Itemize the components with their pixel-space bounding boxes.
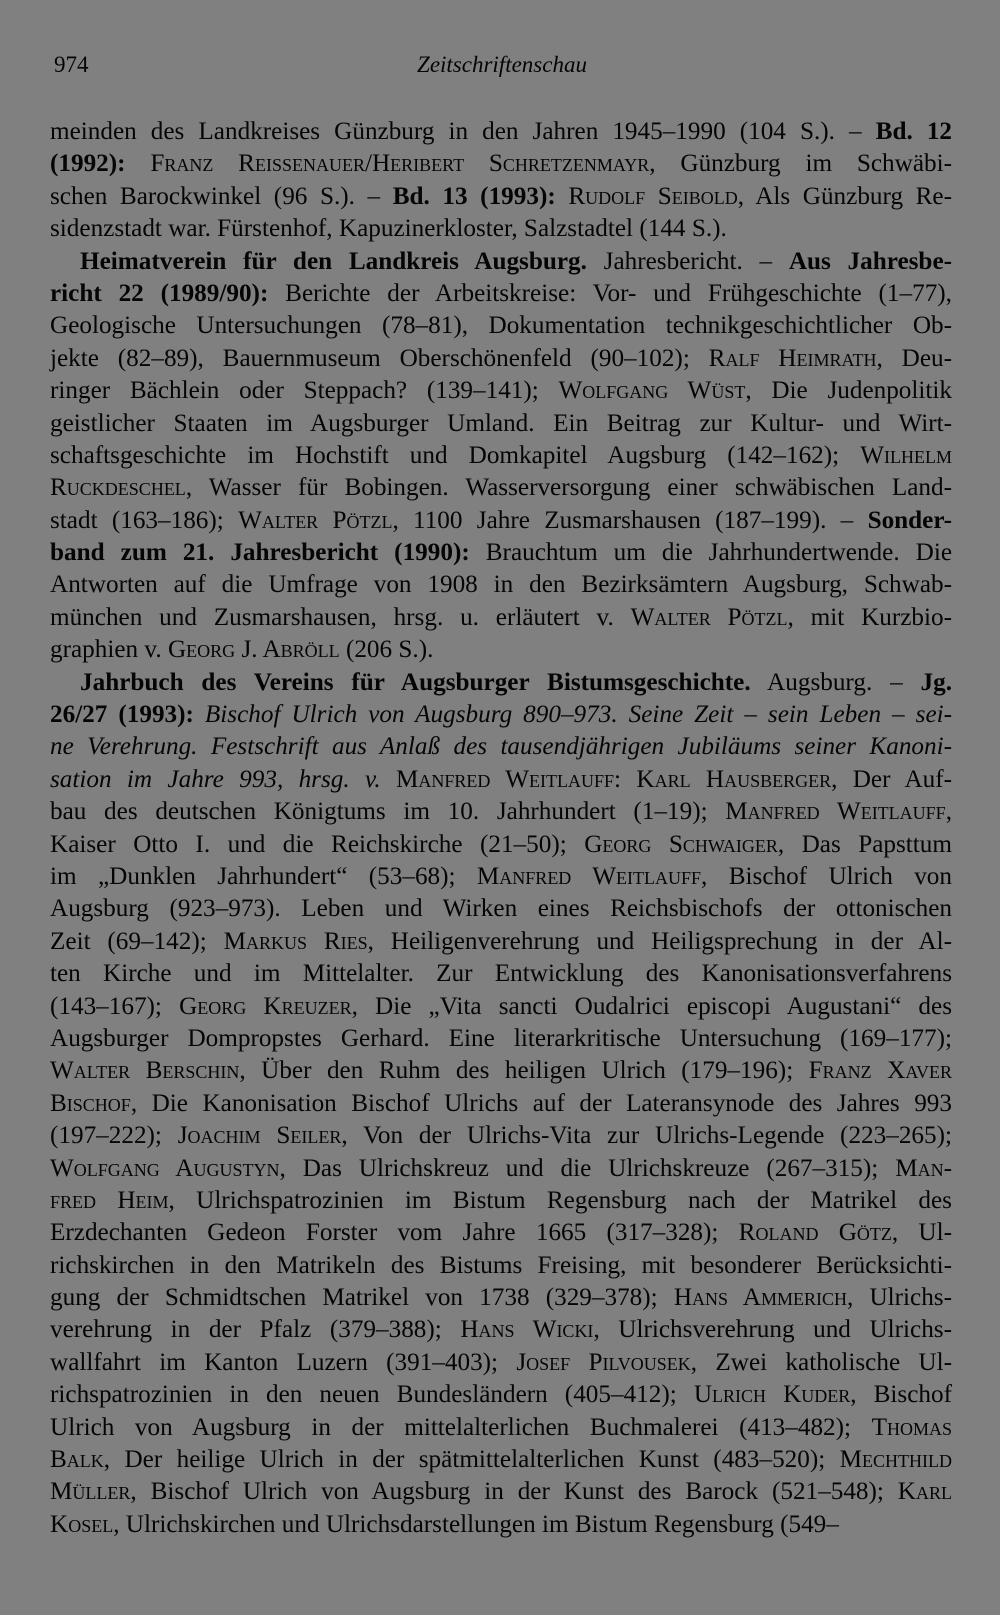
- text-line: [50, 440, 952, 472]
- text-segment: [126, 150, 151, 177]
- text-segment: Wolfgang Wüst: [558, 377, 746, 405]
- text-line: [50, 1379, 952, 1411]
- text-segment: Josef Pilvousek: [516, 1348, 691, 1376]
- text-line: [50, 246, 952, 278]
- text-segment: Georg Schwaiger: [584, 830, 778, 858]
- text-line: [50, 278, 952, 310]
- text-line: [50, 148, 952, 180]
- text-segment: , Ulrichs-: [846, 1284, 952, 1312]
- text-segment: verehrung in der Pfalz (379–388);: [50, 1316, 461, 1344]
- text-segment: , Die „Vita sancti Oudalrici episcopi Augustani“ des: [351, 992, 953, 1020]
- text-line: [50, 1412, 952, 1444]
- text-line: [50, 829, 952, 861]
- text-segment: ne Verehrung. Festschrift aus Anlaß des tausendjährigen Jubiläums seiner Kanoni-: [50, 733, 952, 761]
- text-segment: Markus Ries: [223, 927, 368, 955]
- page-header: [52, 52, 952, 88]
- text-segment: Karl: [897, 1478, 952, 1506]
- text-line: [50, 602, 952, 634]
- text-segment: , Deu-: [876, 344, 952, 372]
- text-segment: bau des deutschen Königtums im 10. Jahrhundert (1–19);: [50, 798, 726, 826]
- text-line: [50, 1055, 952, 1087]
- text-line: [50, 1347, 952, 1379]
- text-segment: (143–167);: [50, 992, 180, 1020]
- text-segment: meinden des Landkreises Günzburg in den Jahren 1945–1990 (104 S.). –: [50, 118, 876, 145]
- text-segment: , Der Auf-: [831, 765, 952, 793]
- text-segment: Karl Hausberger: [636, 765, 832, 793]
- text-segment: Man-: [895, 1154, 953, 1182]
- text-line: [50, 1185, 952, 1217]
- text-line: [50, 861, 952, 893]
- text-segment: Hans Wicki: [460, 1316, 594, 1344]
- text-segment: fred Heim: [50, 1186, 169, 1214]
- text-segment: Kosel: [50, 1510, 114, 1538]
- text-segment: Ulrich Kuder: [693, 1381, 851, 1409]
- text-segment: , Heiligenverehrung und Heiligsprechung in der Al-: [367, 927, 952, 955]
- text-line: [50, 472, 952, 504]
- text-segment: , Ulrichspatrozinien im Bistum Regensburg nach der Matrikel des: [168, 1186, 952, 1214]
- text-segment: Rudolf Seibold: [568, 182, 738, 210]
- text-line: [50, 764, 952, 796]
- text-segment: Manfred Weitlauff: [725, 798, 946, 826]
- text-segment: Heimatverein für den Landkreis Augsburg.: [80, 247, 587, 275]
- text-segment: Mechthild: [839, 1446, 952, 1474]
- text-line: [50, 1250, 952, 1282]
- text-segment: geistlicher Staaten im Augsburger Umland. Ein Beitrag zur Kultur- und Wirt-: [50, 409, 952, 437]
- text-line: [50, 537, 952, 569]
- text-segment: ,: [945, 798, 952, 826]
- text-segment: Jg.: [920, 668, 952, 696]
- text-line: [50, 1476, 952, 1508]
- text-segment: (206 S.).: [339, 636, 434, 664]
- text-line: [50, 991, 952, 1023]
- text-segment: , Ulrichsverehrung und Ulrichs-: [593, 1316, 952, 1344]
- text-segment: , Das Ulrichskreuz und die Ulrichskreuze (267–315);: [279, 1154, 896, 1182]
- text-segment: :: [614, 765, 637, 793]
- text-line: [50, 1023, 952, 1055]
- text-segment: Manfred Weitlauff: [476, 862, 702, 890]
- text-segment: , Das Papsttum: [777, 830, 952, 858]
- text-segment: Brauchtum um die Jahrhundertwende. Die: [469, 539, 952, 567]
- text-line: [50, 310, 952, 342]
- text-segment: , Die Kanonisation Bischof Ulrichs auf der Lateransynode des Jahres 993: [130, 1089, 952, 1117]
- text-line: [50, 505, 952, 537]
- text-segment: , 1100 Jahre Zusmarshausen (187–199). –: [392, 506, 868, 534]
- text-segment: (1992):: [50, 150, 126, 178]
- text-segment: sation im Jahre 993, hrsg. v.: [50, 765, 381, 793]
- text-line: [50, 213, 952, 245]
- text-line: [50, 893, 952, 925]
- text-segment: wallfahrt im Kanton Luzern (391–403);: [50, 1348, 517, 1376]
- text-segment: Bischof: [50, 1089, 131, 1117]
- text-line: [50, 1088, 952, 1120]
- text-line: [50, 375, 952, 407]
- text-line: [50, 1282, 952, 1314]
- text-segment: Kaiser Otto I. und die Reichskirche (21–50);: [50, 830, 585, 858]
- text-segment: Augsburg. –: [750, 668, 921, 696]
- text-segment: , Ul-: [891, 1219, 952, 1247]
- text-segment: , Zwei katholische Ul-: [690, 1348, 952, 1376]
- text-segment: Geologische Untersuchungen (78–81), Dokumentation technikgeschichtlicher Ob-: [50, 312, 952, 340]
- text-line: [50, 958, 952, 990]
- text-line: [50, 1217, 952, 1249]
- text-segment: , Ulrichskirchen und Ulrichsdarstellungen im Bistum Regensburg (549–: [113, 1510, 839, 1538]
- text-segment: Joachim Seiler: [177, 1122, 342, 1150]
- text-segment: [194, 701, 205, 728]
- text-segment: Bischof Ulrich von Augsburg 890–973. Seine Zeit – sein Leben – sei-: [204, 701, 953, 729]
- text-segment: , Als Günzburg Re-: [737, 182, 952, 210]
- text-segment: Walter Berschin: [50, 1057, 240, 1085]
- text-segment: , Günzburg im Schwäbi-: [649, 150, 952, 178]
- text-segment: richskirchen in den Matrikeln des Bistums Freising, mit besonderer Berücksichti-: [50, 1251, 952, 1279]
- text-line: [50, 1153, 952, 1185]
- text-segment: im „Dunklen Jahrhundert“ (53–68);: [50, 862, 477, 890]
- text-segment: Thomas: [871, 1413, 952, 1441]
- text-line: [50, 408, 952, 440]
- text-segment: sidenzstadt war. Fürstenhof, Kapuzinerkloster, Salzstadtel (144 S.).: [50, 215, 727, 243]
- text-line: [50, 699, 952, 731]
- text-segment: ten Kirche und im Mittelalter. Zur Entwicklung des Kanonisationsverfahrens: [50, 960, 952, 988]
- text-segment: gung der Schmidtschen Matrikel von 1738 (329–378);: [50, 1284, 674, 1312]
- text-segment: Bd. 12: [875, 118, 953, 145]
- text-segment: richt 22 (1989/90):: [50, 279, 269, 307]
- text-line: [50, 1509, 952, 1541]
- text-segment: Sonder-: [867, 506, 952, 534]
- text-line: [50, 1314, 952, 1346]
- text-segment: Wilhelm: [860, 441, 952, 469]
- text-segment: Walter Pötzl: [630, 603, 788, 631]
- text-segment: 26/27 (1993):: [50, 701, 194, 729]
- text-segment: Zeit (69–142);: [50, 927, 224, 955]
- text-segment: Franz Xaver: [808, 1057, 952, 1085]
- text-segment: ringer Bächlein oder Steppach? (139–141);: [50, 377, 559, 405]
- text-segment: , Bischof Ulrich von: [701, 862, 952, 890]
- text-segment: jekte (82–89), Bauernmuseum Oberschönenfeld (90–102);: [50, 344, 709, 372]
- text-line: [50, 796, 952, 828]
- text-segment: Bd. 13 (1993):: [392, 182, 556, 210]
- text-segment: schen Barockwinkel (96 S.). –: [50, 182, 393, 210]
- text-segment: band zum 21. Jahresbericht (1990):: [50, 539, 470, 567]
- text-line: [50, 634, 952, 666]
- text-segment: Augsburg (923–973). Leben und Wirken eines Reichsbischofs der ottonischen: [50, 895, 952, 923]
- text-segment: , Wasser für Bobingen. Wasserversorgung einer schwäbischen Land-: [185, 474, 952, 502]
- text-segment: Jahrbuch des Vereins für Augsburger Bistumsgeschichte.: [80, 668, 751, 696]
- page-number: 974: [54, 52, 89, 77]
- text-segment: Roland Götz: [738, 1219, 892, 1247]
- text-segment: münchen und Zusmarshausen, hrsg. u. erläutert v.: [50, 603, 631, 631]
- text-line: [50, 569, 952, 601]
- running-title: Zeitschriftenschau: [417, 52, 587, 77]
- text-segment: , mit Kurzbio-: [787, 603, 952, 631]
- text-segment: [556, 183, 569, 210]
- text-segment: , Bischof Ulrich von Augsburg in der Kunst des Barock (521–548);: [130, 1478, 898, 1506]
- text-segment: , Die Judenpolitik: [745, 377, 952, 405]
- text-segment: Manfred Weitlauff: [395, 765, 615, 793]
- text-segment: Wolfgang Augustyn: [50, 1154, 280, 1182]
- text-line: [50, 731, 952, 763]
- text-segment: schaftsgeschichte im Hochstift und Domkapitel Augsburg (142–162);: [50, 441, 861, 469]
- body-text: [50, 116, 952, 1541]
- text-line: [50, 181, 952, 213]
- text-segment: , Über den Ruhm des heiligen Ulrich (179–196);: [239, 1057, 809, 1085]
- text-segment: Ulrich von Augsburg in der mittelalterlichen Buchmalerei (413–482);: [50, 1413, 872, 1441]
- text-segment: Georg J. Abröll: [167, 636, 340, 664]
- text-segment: , Der heilige Ulrich in der spätmittelalterlichen Kunst (483–520);: [103, 1446, 840, 1474]
- text-segment: stadt (163–186);: [50, 506, 239, 534]
- text-line: [50, 343, 952, 375]
- text-line: [50, 1120, 952, 1152]
- text-segment: Erzdechanten Gedeon Forster vom Jahre 1665 (317–328);: [50, 1219, 739, 1247]
- text-segment: , Bischof: [850, 1381, 952, 1409]
- text-segment: Ralf Heimrath: [708, 344, 877, 372]
- text-segment: richspatrozinien in den neuen Bundesländern (405–412);: [50, 1381, 694, 1409]
- text-segment: , Von der Ulrichs-Vita zur Ulrichs-Legende (223–265);: [341, 1122, 952, 1150]
- text-segment: Walter Pötzl: [238, 506, 393, 534]
- text-segment: Ruckdeschel: [50, 474, 186, 502]
- text-line: [50, 926, 952, 958]
- text-line: [50, 116, 952, 148]
- text-segment: (197–222);: [50, 1122, 178, 1150]
- text-segment: Balk: [50, 1446, 104, 1474]
- text-segment: Franz Reissenauer/Heribert Schretzenmayr: [150, 150, 650, 178]
- text-segment: Georg Kreuzer: [179, 992, 352, 1020]
- text-segment: Berichte der Arbeitskreise: Vor- und Frühgeschichte (1–77),: [268, 279, 952, 307]
- text-segment: Hans Ammerich: [673, 1284, 847, 1312]
- text-segment: Aus Jahresbe-: [788, 247, 953, 275]
- text-segment: [381, 766, 396, 793]
- text-line: [50, 667, 952, 699]
- text-segment: Jahresbericht. –: [586, 247, 789, 275]
- text-line: [50, 1444, 952, 1476]
- text-segment: graphien v.: [50, 636, 168, 664]
- text-segment: Augsburger Dompropstes Gerhard. Eine literarkritische Untersuchung (169–177);: [50, 1024, 952, 1052]
- text-segment: Müller: [50, 1478, 131, 1506]
- text-segment: Antworten auf die Umfrage von 1908 in den Bezirksämtern Augsburg, Schwab-: [50, 571, 952, 599]
